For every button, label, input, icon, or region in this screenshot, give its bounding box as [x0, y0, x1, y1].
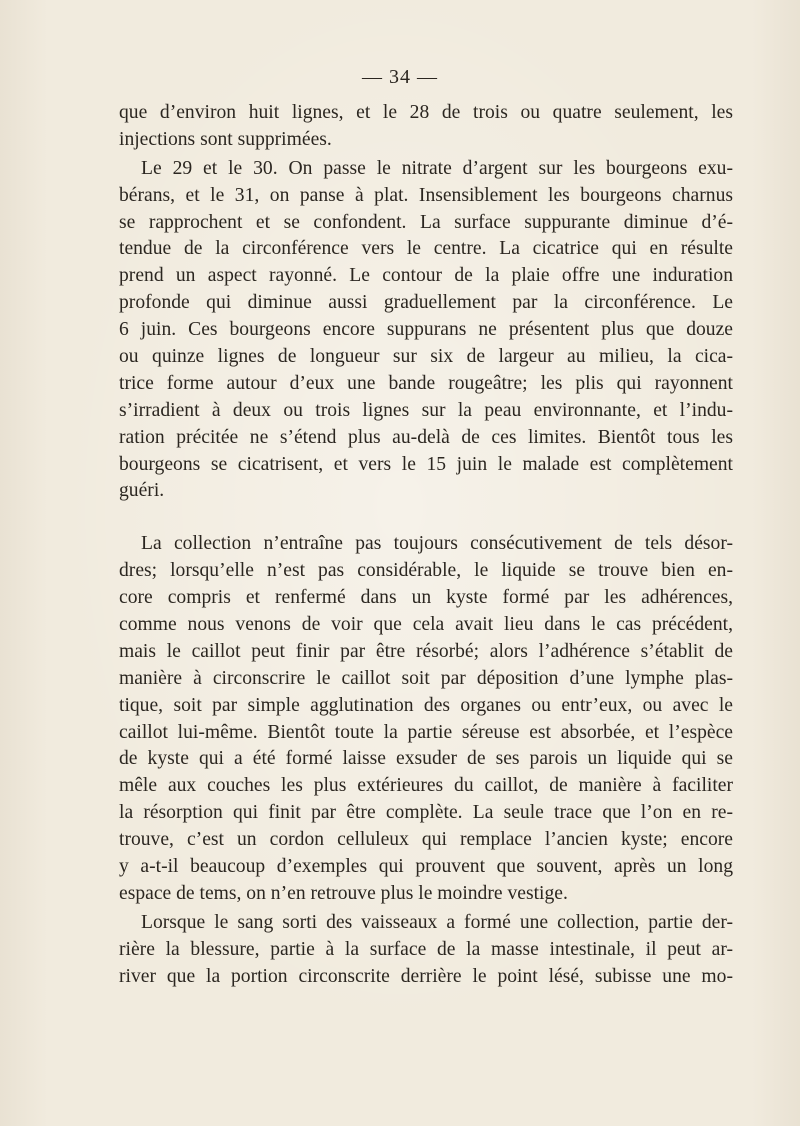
text-line: se rapprochent et se confondent. La surface suppurante diminue d’é-	[119, 211, 733, 233]
text-line: bourgeons se cicatrisent, et vers le 15 juin le malade est complètement	[119, 453, 733, 475]
paragraph	[119, 100, 733, 154]
paragraph-gap	[119, 505, 733, 531]
text-line: profonde qui diminue aussi graduellement par la circonférence. Le	[119, 292, 733, 314]
text-line: tique, soit par simple agglutination des organes ou entr’eux, ou avec le	[119, 694, 733, 716]
text-line: la résorption qui finit par être complète. La seule trace que l’on en re-	[119, 802, 733, 824]
text-line: Le 29 et le 30. On passe le nitrate d’argent sur les bourgeons exu-	[141, 157, 733, 179]
text-line: ou quinze lignes de longueur sur six de largeur au milieu, la cica-	[119, 346, 733, 368]
text-line: caillot lui-même. Bientôt toute la partie séreuse est absorbée, et l’espèce	[119, 721, 733, 743]
text-line: prend un aspect rayonné. Le contour de la plaie offre une induration	[119, 265, 733, 287]
text-line: Lorsque le sang sorti des vaisseaux a formé une collection, partie der-	[141, 911, 733, 933]
text-line: s’irradient à deux ou trois lignes sur la peau environnante, et l’indu-	[119, 399, 733, 421]
text-line: rière la blessure, partie à la surface de la masse intestinale, il peut ar-	[119, 938, 733, 960]
text-line: guéri.	[119, 480, 165, 502]
text-line: tendue de la circonférence vers le centre. La cicatrice qui en résulte	[119, 238, 733, 260]
text-line: core compris et renfermé dans un kyste formé par les adhérences,	[119, 587, 733, 609]
text-line: trouve, c’est un cordon celluleux qui remplace l’ancien kyste; encore	[119, 829, 733, 851]
text-line: injections sont supprimées.	[119, 128, 332, 150]
text-line: 6 juin. Ces bourgeons encore suppurans ne présentent plus que douze	[119, 319, 733, 341]
paragraph	[119, 531, 733, 907]
text-line: trice forme autour d’eux une bande rougeâtre; les plis qui rayonnent	[119, 372, 733, 394]
text-line: dres; lorsqu’elle n’est pas considérable, le liquide se trouve bien en-	[119, 560, 733, 582]
page-number: — 34 —	[362, 66, 438, 88]
body-text	[119, 100, 733, 991]
text-line: La collection n’entraîne pas toujours consécutivement de tels désor-	[141, 533, 733, 555]
text-line: que d’environ huit lignes, et le 28 de trois ou quatre seulement, les	[119, 102, 733, 123]
text-line: comme nous venons de voir que cela avait lieu dans le cas précédent,	[119, 614, 733, 636]
text-line: river que la portion circonscrite derrière le point lésé, subisse une mo-	[119, 965, 733, 987]
text-line: mêle aux couches les plus extérieures du caillot, de manière à faciliter	[119, 775, 733, 797]
paragraph	[119, 910, 733, 991]
text-line: y a-t-il beaucoup d’exemples qui prouvent que souvent, après un long	[119, 856, 733, 878]
text-line: manière à circonscrire le caillot soit par déposition d’une lymphe plas-	[119, 667, 733, 689]
text-line: de kyste qui a été formé laisse exsuder de ses parois un liquide qui se	[119, 748, 733, 770]
text-line: bérans, et le 31, on panse à plat. Insensiblement les bourgeons charnus	[119, 184, 733, 206]
text-line: mais le caillot peut finir par être résorbé; alors l’adhérence s’établit de	[119, 640, 733, 662]
text-line: espace de tems, on n’en retrouve plus le moindre vestige.	[119, 882, 568, 904]
paragraph	[119, 156, 733, 506]
text-line: ration précitée ne s’étend plus au-delà de ces limites. Bientôt tous les	[119, 426, 733, 448]
